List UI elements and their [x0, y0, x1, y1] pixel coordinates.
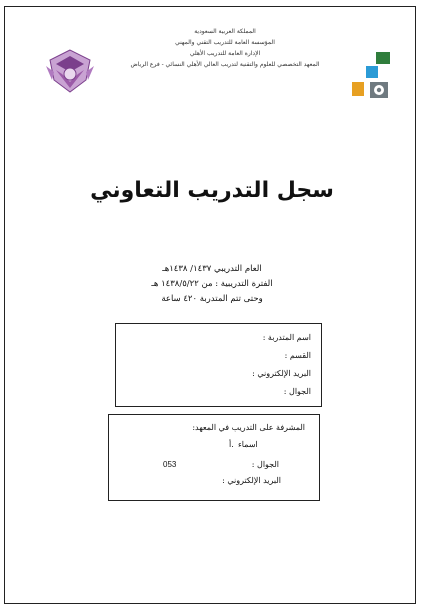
- supervisor-mobile-value: 053: [163, 460, 177, 469]
- header-text: [110, 26, 340, 70]
- supervisor-name-prefix: أ.: [229, 440, 234, 449]
- institute-emblem-icon: [44, 46, 96, 96]
- header-line: المعهد التخصصي للعلوم والتقنية لتدريب العالي الأهلي النسائي - فرع الرياض: [130, 61, 320, 68]
- supervisor-name: اسماء: [238, 440, 258, 449]
- supervisor-email-label: البريد الإلكتروني :: [222, 476, 281, 485]
- document-title: سجل التدريب التعاوني: [90, 178, 334, 203]
- trainee-mobile-label: الجوال :: [283, 387, 311, 396]
- training-until: وحتى تتم المتدربة ٤٢٠ ساعة: [161, 294, 263, 304]
- header-line: المؤسسة العامة للتدريب التقني والمهني: [175, 39, 275, 46]
- tvtc-logo-icon: [350, 50, 396, 100]
- supervisor-mobile-label: الجوال :: [251, 460, 279, 469]
- training-year-info: [0, 262, 424, 307]
- trainee-email-label: البريد الإلكتروني :: [252, 369, 311, 378]
- header-line: المملكة العربية السعودية: [194, 28, 256, 35]
- trainee-name-label: اسم المتدربة :: [262, 333, 311, 342]
- trainee-info-box: [115, 323, 322, 407]
- supervisor-info-box: [108, 414, 320, 501]
- supervisor-heading: المشرفة على التدريب في المعهد:: [192, 423, 305, 432]
- header-line: الإدارة العامة للتدريب الأهلي: [189, 50, 261, 57]
- trainee-dept-label: القسم :: [284, 351, 311, 360]
- training-period: الفترة التدريبية : من ١٤٣٨/٥/٢٢ هـ: [151, 279, 273, 289]
- training-year: العام التدريبي ١٤٣٧/ ١٤٣٨هـ: [162, 264, 262, 274]
